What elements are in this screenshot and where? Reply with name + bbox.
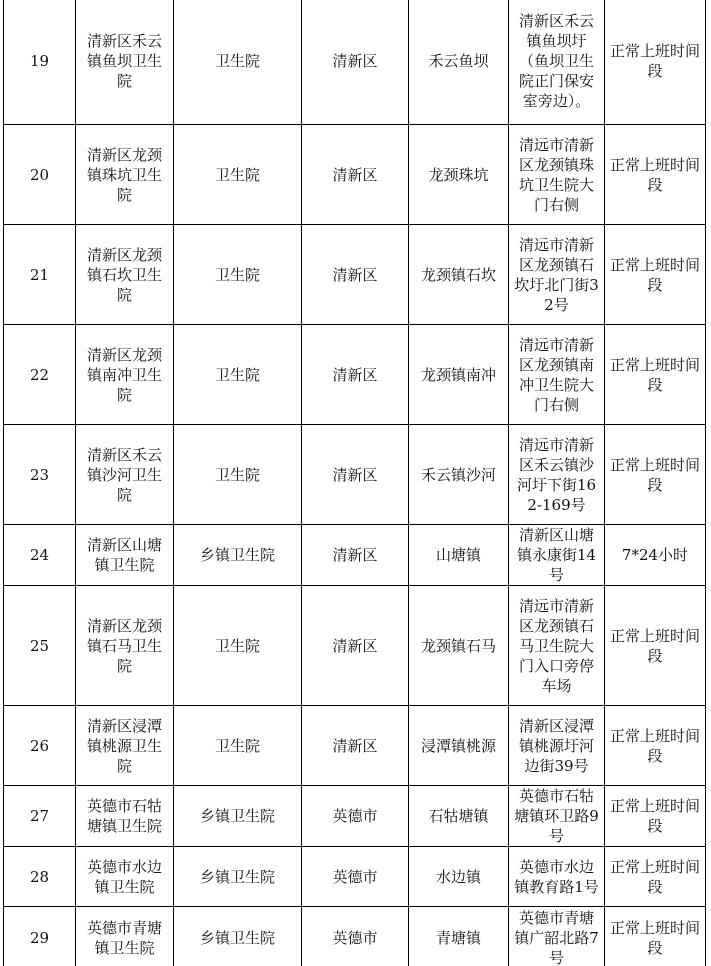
place: 禾云镇沙河 xyxy=(409,425,509,525)
table-row xyxy=(4,586,706,706)
service-hours: 正常上班时间段 xyxy=(605,907,706,966)
clinic-type: 乡镇卫生院 xyxy=(174,847,302,907)
service-hours: 7*24小时 xyxy=(605,525,706,586)
place: 山塘镇 xyxy=(409,525,509,586)
table-row xyxy=(4,525,706,586)
clinic-type: 卫生院 xyxy=(174,0,302,125)
service-hours: 正常上班时间段 xyxy=(605,847,706,907)
clinic-type: 卫生院 xyxy=(174,325,302,425)
table-row xyxy=(4,847,706,907)
place: 龙颈镇南冲 xyxy=(409,325,509,425)
place: 龙颈珠坑 xyxy=(409,125,509,225)
address: 英德市水边镇教育路1号 xyxy=(509,847,605,907)
row-number: 19 xyxy=(4,0,76,125)
district: 清新区 xyxy=(302,325,409,425)
district: 清新区 xyxy=(302,225,409,325)
clinic-table xyxy=(3,0,706,966)
district: 清新区 xyxy=(302,0,409,125)
clinic-type: 卫生院 xyxy=(174,425,302,525)
place: 龙颈镇石马 xyxy=(409,586,509,706)
district: 英德市 xyxy=(302,847,409,907)
row-number: 20 xyxy=(4,125,76,225)
row-number: 26 xyxy=(4,706,76,786)
row-number: 27 xyxy=(4,786,76,847)
row-number: 21 xyxy=(4,225,76,325)
row-number: 22 xyxy=(4,325,76,425)
clinic-name: 清新区龙颈镇南冲卫生院 xyxy=(76,325,174,425)
service-hours: 正常上班时间段 xyxy=(605,586,706,706)
service-hours: 正常上班时间段 xyxy=(605,425,706,525)
place: 水边镇 xyxy=(409,847,509,907)
place: 青塘镇 xyxy=(409,907,509,966)
district: 英德市 xyxy=(302,786,409,847)
table-row xyxy=(4,125,706,225)
address: 清远市清新区龙颈镇石坎圩北门街32号 xyxy=(509,225,605,325)
clinic-name: 清新区龙颈镇石坎卫生院 xyxy=(76,225,174,325)
service-hours: 正常上班时间段 xyxy=(605,125,706,225)
address: 清远市清新区龙颈镇石马卫生院大门入口旁停车场 xyxy=(509,586,605,706)
clinic-type: 卫生院 xyxy=(174,125,302,225)
clinic-name: 清新区山塘镇卫生院 xyxy=(76,525,174,586)
table-row xyxy=(4,225,706,325)
service-hours: 正常上班时间段 xyxy=(605,706,706,786)
clinic-name: 清新区浸潭镇桃源卫生院 xyxy=(76,706,174,786)
service-hours: 正常上班时间段 xyxy=(605,0,706,125)
table-row xyxy=(4,786,706,847)
district: 清新区 xyxy=(302,586,409,706)
row-number: 25 xyxy=(4,586,76,706)
address: 清远市清新区禾云镇沙河圩下街162-169号 xyxy=(509,425,605,525)
clinic-type: 乡镇卫生院 xyxy=(174,786,302,847)
clinic-name: 清新区禾云镇沙河卫生院 xyxy=(76,425,174,525)
address: 英德市青塘镇广韶北路7号 xyxy=(509,907,605,966)
service-hours: 正常上班时间段 xyxy=(605,225,706,325)
row-number: 29 xyxy=(4,907,76,966)
place: 浸潭镇桃源 xyxy=(409,706,509,786)
clinic-type: 卫生院 xyxy=(174,586,302,706)
clinic-name: 清新区禾云镇鱼坝卫生院 xyxy=(76,0,174,125)
table-row xyxy=(4,425,706,525)
district: 清新区 xyxy=(302,706,409,786)
address: 清远市清新区龙颈镇南冲卫生院大门右侧 xyxy=(509,325,605,425)
district: 清新区 xyxy=(302,525,409,586)
address: 清新区禾云镇鱼坝圩（鱼坝卫生院正门保安室旁边）。 xyxy=(509,0,605,125)
district: 清新区 xyxy=(302,425,409,525)
clinic-type: 卫生院 xyxy=(174,225,302,325)
clinic-name: 英德市青塘镇卫生院 xyxy=(76,907,174,966)
clinic-name: 英德市水边镇卫生院 xyxy=(76,847,174,907)
row-number: 24 xyxy=(4,525,76,586)
place: 龙颈镇石坎 xyxy=(409,225,509,325)
table-row xyxy=(4,325,706,425)
clinic-type: 乡镇卫生院 xyxy=(174,525,302,586)
clinic-name: 清新区龙颈镇珠坑卫生院 xyxy=(76,125,174,225)
place: 禾云鱼坝 xyxy=(409,0,509,125)
table-row xyxy=(4,706,706,786)
address: 清新区浸潭镇桃源圩河边街39号 xyxy=(509,706,605,786)
address: 英德市石牯塘镇环卫路9号 xyxy=(509,786,605,847)
clinic-name: 清新区龙颈镇石马卫生院 xyxy=(76,586,174,706)
clinic-type: 乡镇卫生院 xyxy=(174,907,302,966)
row-number: 28 xyxy=(4,847,76,907)
address: 清远市清新区龙颈镇珠坑卫生院大门右侧 xyxy=(509,125,605,225)
clinic-type: 卫生院 xyxy=(174,706,302,786)
address: 清新区山塘镇永康街14号 xyxy=(509,525,605,586)
place: 石牯塘镇 xyxy=(409,786,509,847)
district: 清新区 xyxy=(302,125,409,225)
clinic-name: 英德市石牯塘镇卫生院 xyxy=(76,786,174,847)
district: 英德市 xyxy=(302,907,409,966)
table-row xyxy=(4,907,706,966)
service-hours: 正常上班时间段 xyxy=(605,325,706,425)
service-hours: 正常上班时间段 xyxy=(605,786,706,847)
row-number: 23 xyxy=(4,425,76,525)
table-row xyxy=(4,0,706,125)
